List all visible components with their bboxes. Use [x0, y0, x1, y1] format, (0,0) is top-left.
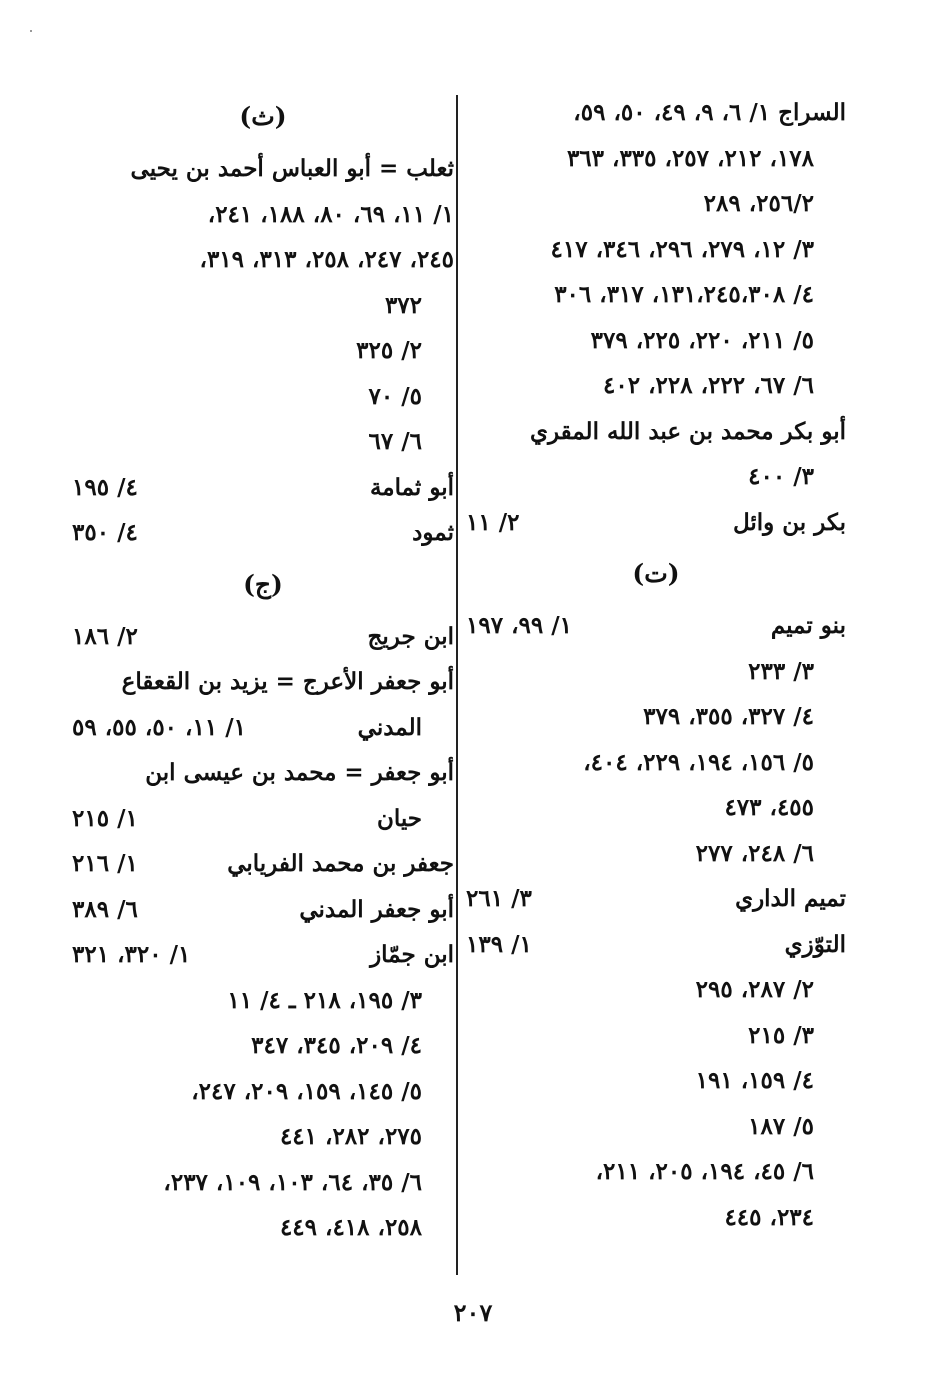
entry-text: تميم الداري — [735, 885, 846, 912]
index-entry — [72, 1160, 454, 1206]
entry-text: ٢٣٤، ٤٤٥ — [724, 1203, 814, 1231]
entry-text: حيان — [376, 804, 422, 832]
entry-text: ٣/ ١٩٥، ٢١٨ ـ ٤/ ١١ — [227, 986, 422, 1014]
entry-pages: ١/ ٩٩، ١٩٧ — [466, 612, 572, 639]
entry-text: ٥/ ١٤٥، ١٥٩، ٢٠٩، ٢٤٧، — [191, 1077, 422, 1105]
index-entry — [72, 192, 454, 238]
index-entry — [72, 374, 454, 420]
section-heading: (ج) — [243, 569, 283, 599]
entry-text: ٣/ ٢٣٣ — [748, 657, 814, 685]
index-entry — [466, 227, 846, 273]
index-entry — [466, 1058, 846, 1104]
entry-pages: ٤/ ٣٥٠ — [72, 519, 138, 546]
entry-text: ٢٧٥، ٢٨٢، ٤٤١ — [279, 1123, 422, 1150]
entry-text: ٢/ ٣٢٥ — [356, 337, 422, 364]
index-entry — [72, 841, 454, 887]
entry-pages: ١/ ٢١٥ — [72, 804, 138, 832]
entry-text: ٦/ ٦٧ — [368, 428, 422, 455]
index-entry — [72, 465, 454, 511]
section-heading: (ت) — [632, 559, 680, 588]
index-entry — [466, 649, 846, 695]
entry-text: ٦/ ٤٥، ١٩٤، ٢٠٥، ٢١١، — [595, 1158, 814, 1185]
section-heading: (ث) — [239, 102, 287, 131]
left-column — [72, 88, 454, 1251]
index-entry — [466, 1195, 846, 1241]
index-entry — [72, 887, 454, 933]
entry-pages: ١/ ١١، ٥٠، ٥٥، ٥٩ — [72, 713, 246, 741]
entry-text: ثعلب = أبو العباس أحمد بن يحيى — [130, 155, 454, 182]
entry-pages: ٤/ ١٩٥ — [72, 473, 138, 501]
entry-text: ٤/ ١٥٩، ١٩١ — [695, 1067, 814, 1094]
entry-text: ٦/ ٢٤٨، ٢٧٧ — [695, 839, 814, 867]
index-entry — [466, 603, 846, 649]
index-entry — [72, 1114, 454, 1160]
entry-text: التوّزي — [784, 930, 846, 958]
entry-pages: ١/ ٣٢٠، ٣٢١ — [72, 941, 191, 968]
index-entry — [466, 318, 846, 364]
entry-text: ٢٥٦/٢، ٢٨٩ — [703, 190, 814, 217]
entry-pages: ١/ ١٣٩ — [466, 930, 532, 958]
index-entry — [72, 419, 454, 465]
index-entry — [72, 659, 454, 705]
index-entry — [72, 510, 454, 556]
index-entry — [466, 1013, 846, 1059]
index-entry — [466, 785, 846, 831]
index-entry — [72, 978, 454, 1024]
index-entry — [466, 876, 846, 922]
entry-pages: ٣/ ٢٦١ — [466, 885, 532, 912]
index-entry — [466, 694, 846, 740]
index-entry — [466, 500, 846, 546]
index-entry — [466, 1149, 846, 1195]
entry-text: ثمود — [412, 519, 454, 546]
entry-text: ابن جريج — [367, 622, 454, 650]
entry-pages: ١/ ٢١٦ — [72, 850, 138, 877]
page-number: ٢٠٧ — [453, 1298, 493, 1327]
index-entry — [72, 932, 454, 978]
entry-text: ٢/ ٢٨٧، ٢٩٥ — [695, 976, 814, 1003]
entry-text: ١٧٨، ٢١٢، ٢٥٧، ٣٣٥، ٣٦٣ — [566, 144, 814, 172]
index-entry — [72, 705, 454, 751]
index-entry — [466, 181, 846, 227]
entry-text: ١/ ١١، ٦٩، ٨٠، ١٨٨، ٢٤١، — [207, 200, 454, 228]
entry-text: ٤/ ١٣١،٢٤٥،٣٠٨، ٣١٧، ٣٠٦ — [554, 281, 814, 308]
entry-text: أبو جعفر = محمد بن عيسى ابن — [145, 759, 454, 786]
entry-text: ٤٥٥، ٤٧٣ — [724, 794, 814, 821]
entry-text: بنو تميم — [770, 612, 846, 639]
index-entry — [72, 237, 454, 283]
entry-text: ٦/ ٣٥، ٦٤، ١٠٣، ١٠٩، ٢٣٧، — [163, 1168, 422, 1196]
entry-text: أبو ثمامة — [369, 473, 454, 501]
index-entry — [72, 1205, 454, 1251]
index-entry — [466, 967, 846, 1013]
entry-text: بكر بن وائل — [732, 508, 846, 536]
entry-text: المدني — [357, 713, 422, 741]
index-entry — [466, 409, 846, 455]
entry-text: ٣/ ١٢، ٢٧٩، ٢٩٦، ٣٤٦، ٤١٧ — [550, 235, 814, 263]
entry-text: أبو بكر محمد بن عبد الله المقري — [529, 417, 846, 445]
index-entry — [72, 283, 454, 329]
entry-text: ٢٤٥، ٢٤٧، ٢٥٨، ٣١٣، ٣١٩، — [199, 246, 454, 273]
index-entry — [72, 750, 454, 796]
entry-pages: ٢/ ١١ — [466, 508, 520, 536]
entry-text: ٥/ ١٥٦، ١٩٤، ٢٢٩، ٤٠٤، — [583, 748, 814, 776]
entry-text: أبو جعفر المدني — [299, 895, 454, 923]
entry-text: ٣/ ٢١٥ — [748, 1021, 814, 1049]
entry-text: ٤/ ٣٢٧، ٣٥٥، ٣٧٩ — [643, 703, 814, 730]
index-entry — [72, 146, 454, 192]
index-entry — [466, 831, 846, 877]
index-entry — [72, 1023, 454, 1069]
entry-text: ٥/ ١٨٧ — [748, 1112, 814, 1140]
scan-speck — [30, 30, 32, 32]
index-entry — [466, 922, 846, 968]
right-column — [466, 90, 846, 1240]
entry-text: ٣/ ٤٠٠ — [748, 463, 814, 490]
index-entry — [466, 90, 846, 136]
entry-pages: ٢/ ١٨٦ — [72, 622, 138, 650]
entry-text: ٥/ ٢١١، ٢٢٠، ٢٢٥، ٣٧٩ — [590, 326, 814, 354]
index-entry — [466, 740, 846, 786]
index-entry — [466, 272, 846, 318]
entry-text: السراج ١/ ٦، ٩، ٤٩، ٥٠، ٥٩، — [573, 99, 846, 126]
entry-text: ٤/ ٢٠٩، ٣٤٥، ٣٤٧ — [251, 1032, 422, 1059]
index-entry — [72, 614, 454, 660]
index-entry — [72, 796, 454, 842]
entry-text: ٦/ ٦٧، ٢٢٢، ٢٢٨، ٤٠٢ — [603, 372, 814, 399]
index-entry — [466, 454, 846, 500]
entry-text: ابن جمّاز — [370, 941, 454, 968]
index-entry — [72, 1069, 454, 1115]
index-entry — [466, 363, 846, 409]
entry-pages: ٦/ ٣٨٩ — [72, 895, 138, 923]
column-divider — [456, 95, 458, 1275]
entry-text: ٢٥٨، ٤١٨، ٤٤٩ — [279, 1214, 422, 1241]
entry-text: ٥/ ٧٠ — [368, 382, 422, 410]
entry-text: جعفر بن محمد الفريابي — [227, 850, 454, 877]
entry-text: أبو جعفر الأعرج = يزيد بن القعقاع — [121, 668, 454, 695]
entry-text: ٣٧٢ — [384, 291, 422, 319]
index-entry — [466, 136, 846, 182]
index-entry — [72, 328, 454, 374]
index-entry — [466, 1104, 846, 1150]
